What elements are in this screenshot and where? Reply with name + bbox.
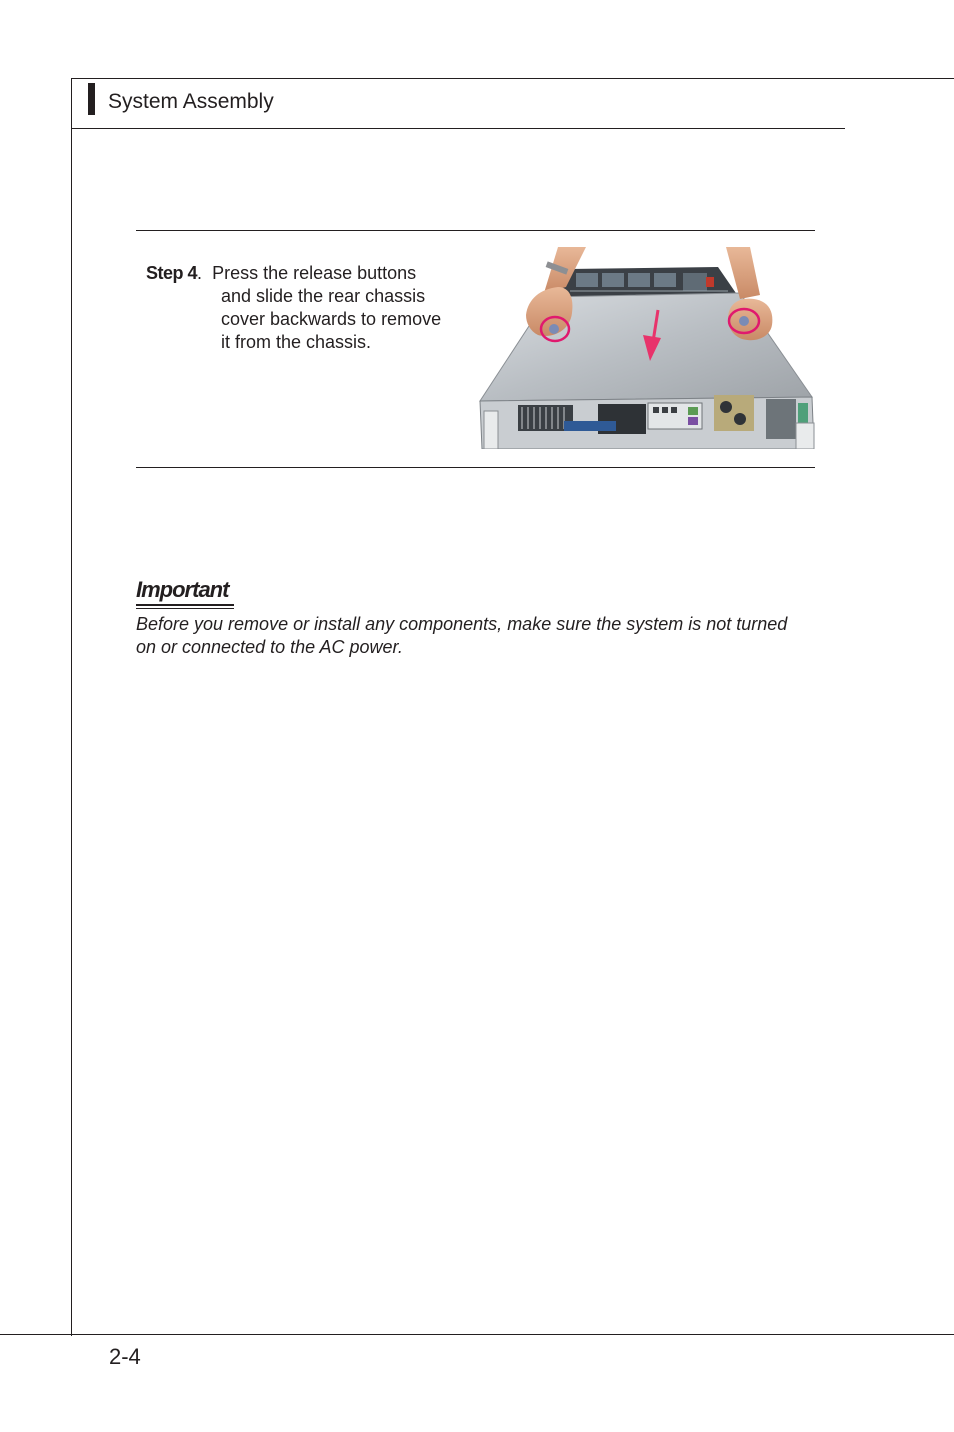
step-line-2: and slide the rear chassis [221,286,426,306]
important-note-line-1: Before you remove or install any components, make sure the system is not turned [136,614,788,634]
step-line-4: it from the chassis. [221,332,372,352]
top-frame-rule [71,78,954,79]
step-line-1: Press the release buttons [212,263,417,283]
page-title: System Assembly [108,90,274,113]
step-label: Step 4 [146,263,198,283]
left-margin-rule [71,78,72,1336]
header-marker-bar [88,83,95,115]
step-line-3: cover backwards to remove [221,309,442,329]
chassis-cover-photo [478,247,816,449]
chassis-rear-panel [480,395,814,449]
important-heading: Important [136,577,229,602]
step-separator: . [197,263,203,283]
header-underline-rule [71,128,845,129]
step-top-rule [136,230,815,231]
important-underline-2 [136,608,234,609]
footer-rule [0,1334,954,1335]
important-note-line-2: on or connected to the AC power. [136,637,403,657]
page-number: 2-4 [109,1344,141,1369]
important-note [136,613,836,659]
step-bottom-rule [136,467,815,468]
important-underline-1 [136,604,234,606]
